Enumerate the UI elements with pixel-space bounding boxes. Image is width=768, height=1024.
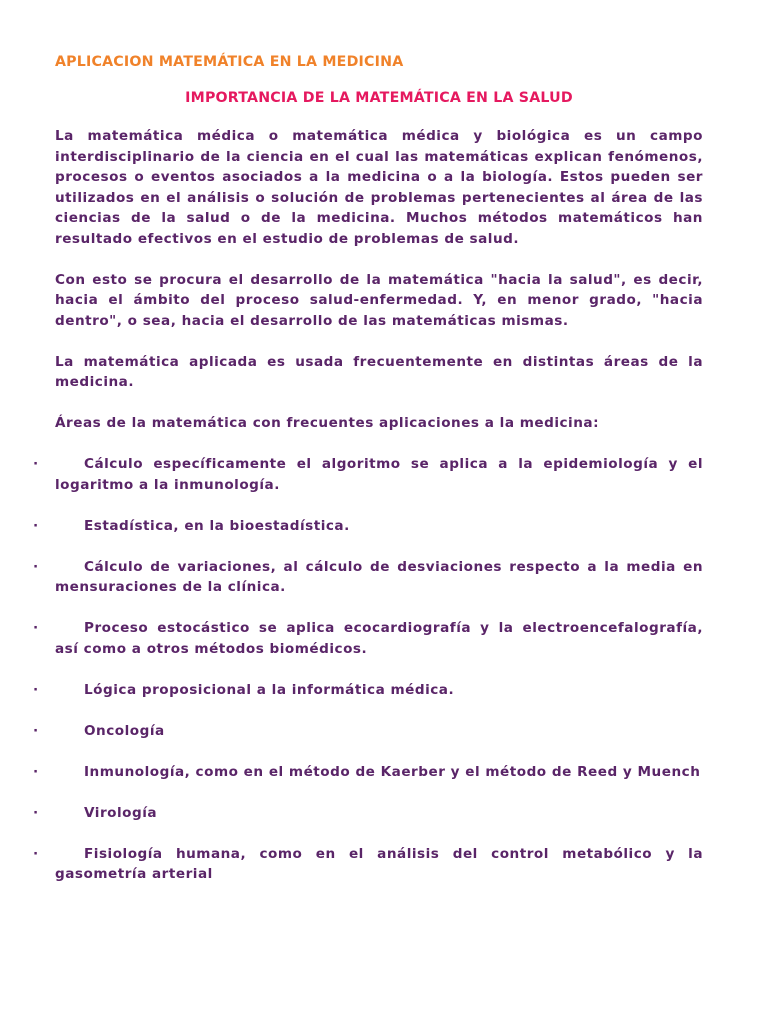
- list-item-text: Fisiología humana, como en el análisis del control metabólico y la gasometría arterial: [55, 845, 703, 882]
- list-item: [33, 844, 703, 885]
- list-item-text: Inmunología, como en el método de Kaerber y el método de Reed y Muench: [84, 763, 701, 780]
- paragraph-intro: La matemática médica o matemática médica y biológica es un campo interdisciplinario de la ciencia en el cual las matemáticas explican fenómenos, procesos o eventos asociados a la medicina o a la biología. Estos pueden ser utilizados en el análisis o solución de problemas pertenecientes al área de las ciencias de la salud o de la medicina. Muchos métodos matemáticos han resultado efectivos en el estudio de problemas de salud.: [55, 128, 703, 247]
- list-item: [33, 516, 703, 537]
- list-item: [33, 762, 703, 783]
- list-item: [33, 721, 703, 742]
- paragraph-applied: La matemática aplicada es usada frecuentemente en distintas áreas de la medicina.: [55, 353, 703, 390]
- list-item-text: Cálculo de variaciones, al cálculo de desviaciones respecto a la media en mensuraciones de la clínica.: [55, 558, 703, 595]
- bullet-marker: ·: [33, 845, 39, 862]
- list-item-text: Lógica proposicional a la informática médica.: [84, 681, 455, 698]
- list-item: [33, 454, 703, 495]
- list-item-text: Oncología: [84, 722, 165, 739]
- bullet-marker: ·: [33, 456, 39, 472]
- bullet-marker: ·: [33, 517, 39, 534]
- list-item-text: Proceso estocástico se aplica ecocardiografía y la electroencefalografía, así como a otros métodos biomédicos.: [55, 620, 703, 657]
- document-subtitle: IMPORTANCIA DE LA MATEMÁTICA EN LA SALUD: [185, 90, 573, 106]
- bullet-marker: ·: [33, 620, 39, 636]
- bullet-marker: ·: [33, 558, 39, 575]
- document-page: [33, 52, 703, 905]
- paragraph-purpose: Con esto se procura el desarrollo de la matemática "hacia la salud", es decir, hacia el ámbito del proceso salud-enfermedad. Y, en menor grado, "hacia dentro", o sea, hacia el desarrollo de las matemáticas mismas.: [55, 271, 703, 329]
- bullet-marker: ·: [33, 722, 39, 739]
- document-title: APLICACION MATEMÁTICA EN LA MEDICINA: [55, 54, 404, 70]
- list-item: [33, 618, 703, 659]
- bullet-marker: ·: [33, 681, 39, 698]
- paragraph-areas-heading: Áreas de la matemática con frecuentes aplicaciones a la medicina:: [55, 415, 600, 431]
- list-item-text: Estadística, en la bioestadística.: [84, 517, 350, 534]
- bullet-marker: ·: [33, 763, 39, 780]
- list-item-text: Virología: [84, 804, 158, 821]
- list-item: [33, 557, 703, 598]
- list-item-text: Cálculo específicamente el algoritmo se aplica a la epidemiología y el logaritmo a la inmunología.: [55, 456, 703, 493]
- list-item: [33, 803, 703, 824]
- list-item: [33, 680, 703, 701]
- bullet-marker: ·: [33, 804, 39, 821]
